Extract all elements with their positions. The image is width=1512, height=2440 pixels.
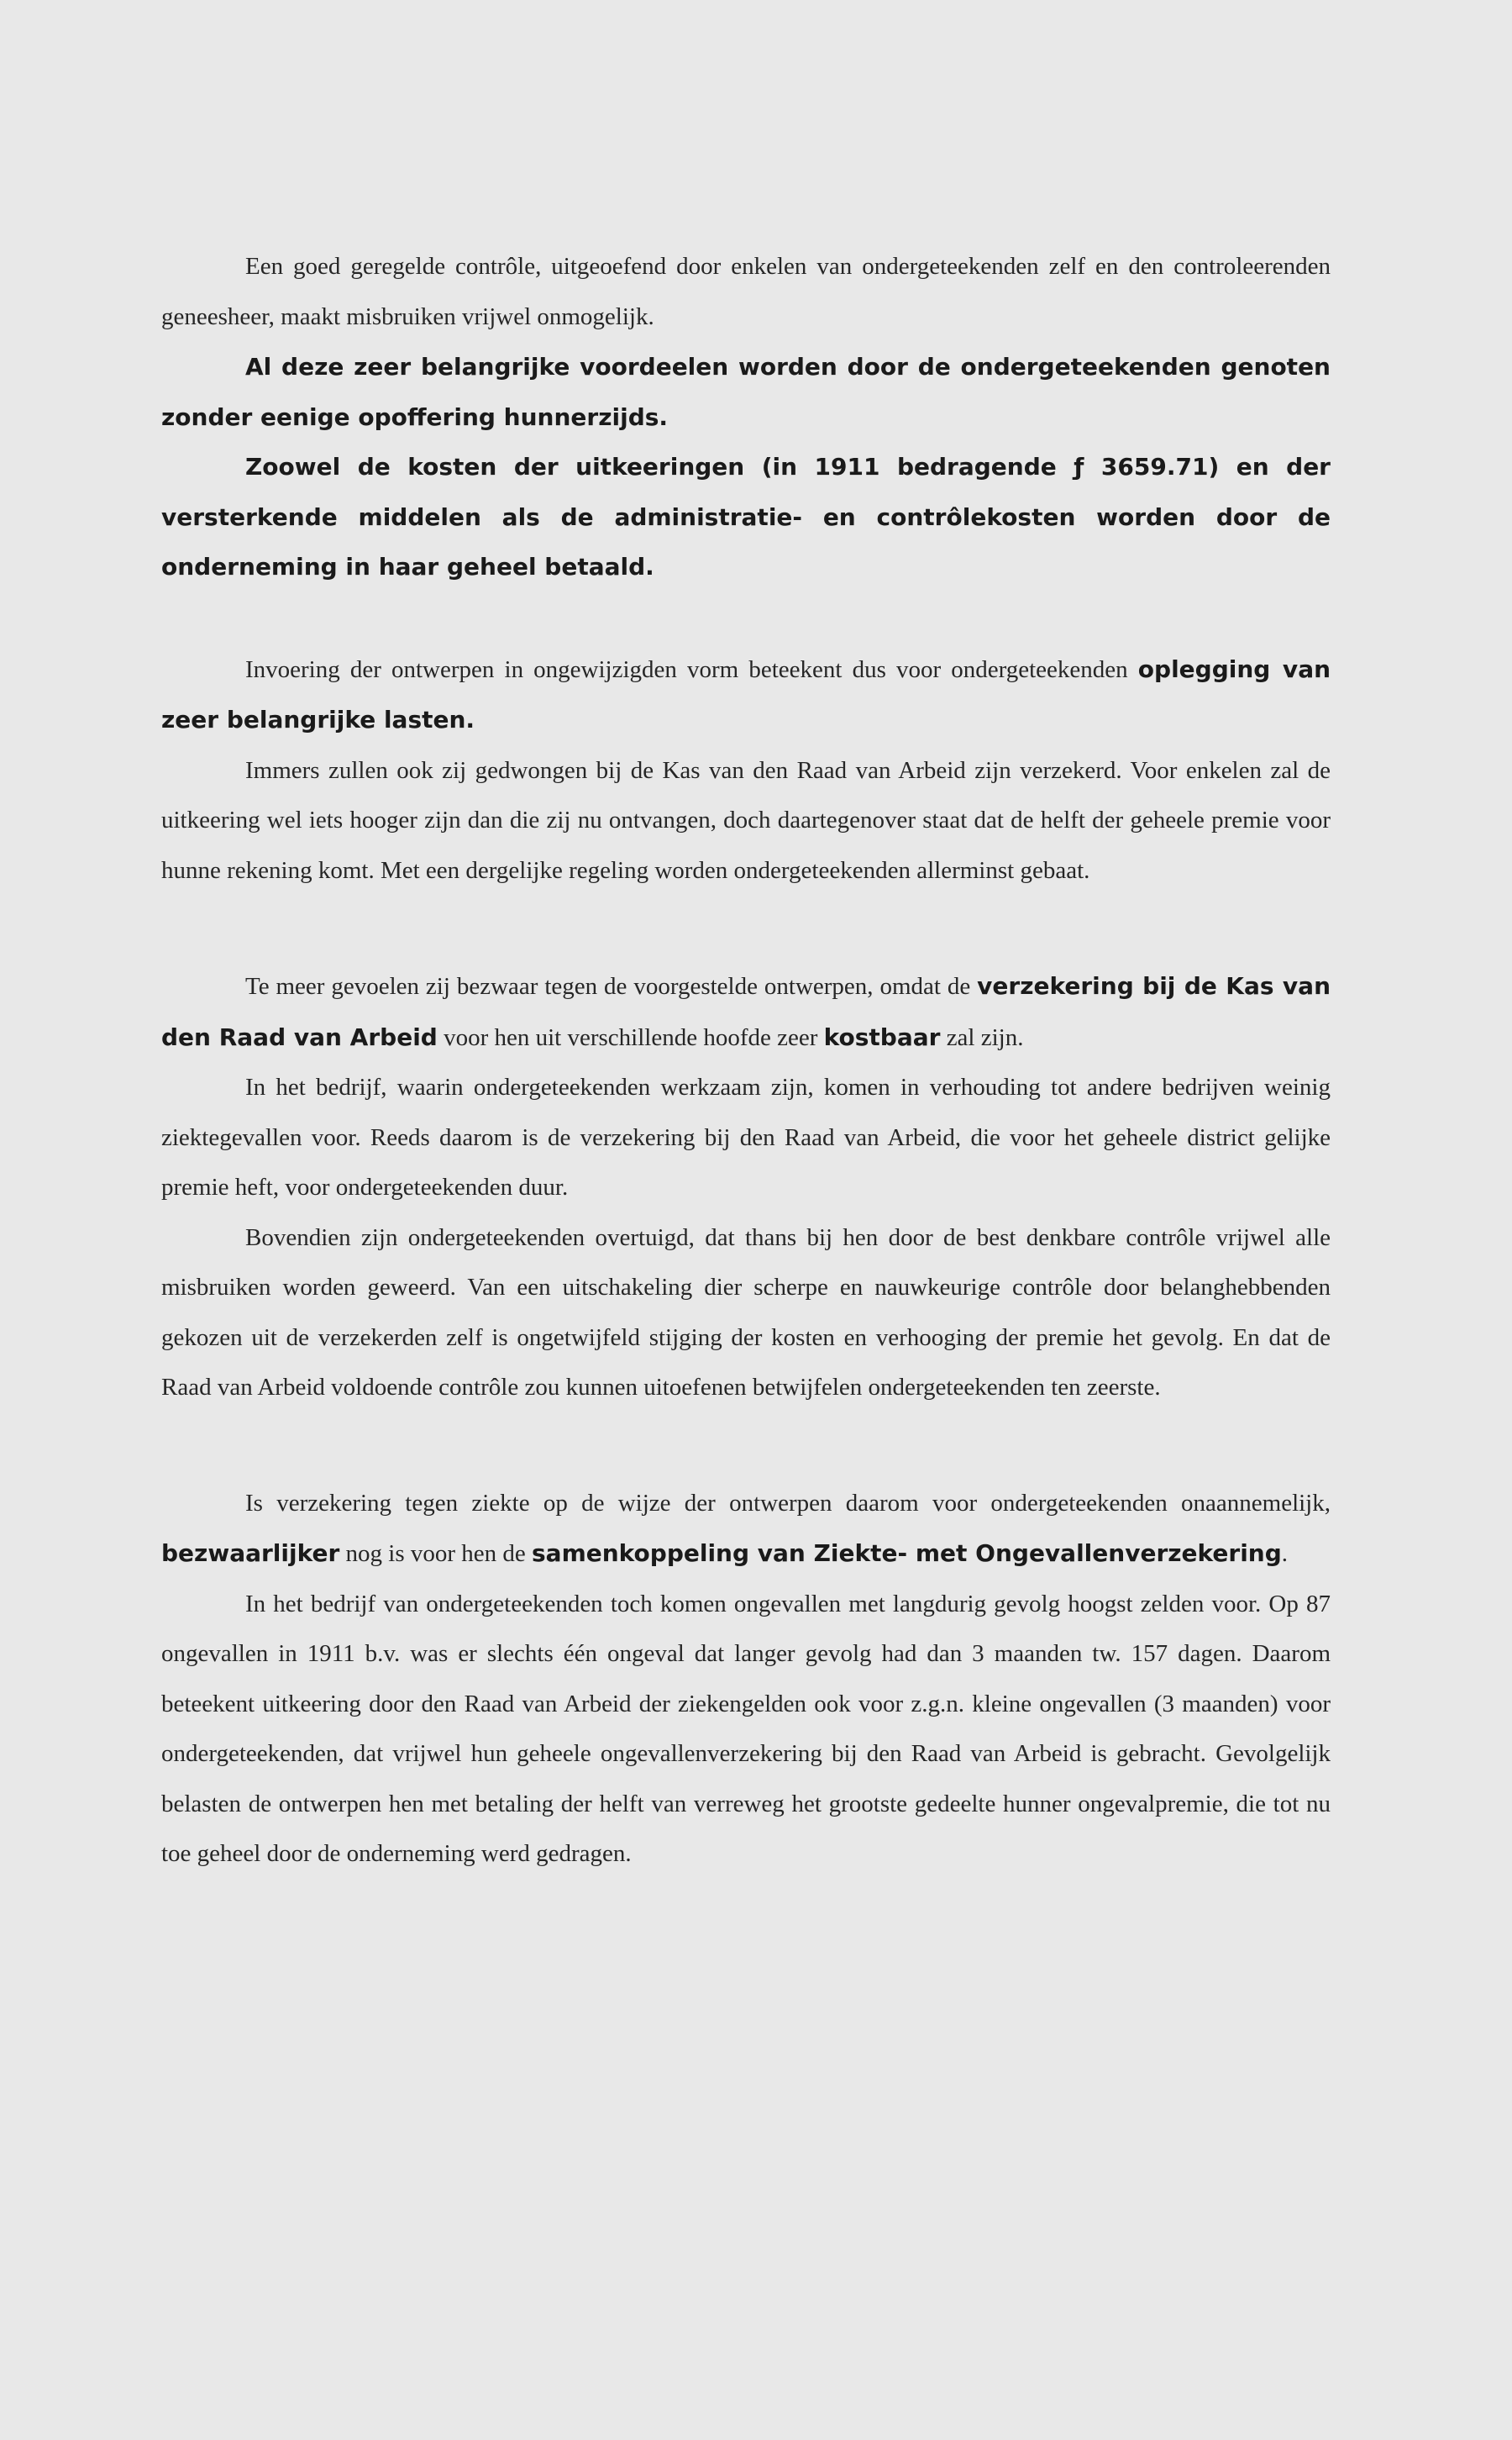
paragraph-text: Bovendien zijn ondergeteekenden overtuigd, dat thans bij hen door de best denkbare contrôle vrijwel alle misbruiken worden geweerd. Van een uitschakeling dier scherpe en nauwkeurige contrôle door belanghebbenden gekozen uit de verzekerden zelf is ongetwijfeld stijging der kosten en verhooging der premie het gevolg. En dat de Raad van Arbeid voldoende contrôle zou kunnen uitoefenen betwijfelen ondergeteekenden ten zeerste. xyxy=(161,1223,1331,1401)
emphasis-text: verzekering bij de Kas van den Raad van Arbeid xyxy=(161,972,1331,1051)
document-body xyxy=(161,242,1331,1880)
paragraph-objection xyxy=(161,961,1331,1063)
paragraph-insurance xyxy=(161,746,1331,897)
paragraph-text: In het bedrijf, waarin ondergeteekenden werkzaam zijn, komen in verhouding tot andere bedrijven weinig ziektegevallen voor. Reeds daarom is de verzekering bij den Raad van Arbeid, die voor het geheele district gelijke premie heft, voor ondergeteekenden duur. xyxy=(161,1074,1331,1201)
paragraph-text: In het bedrijf van ondergeteekenden toch komen ongevallen met langdurig gevolg hoogst zelden voor. Op 87 ongevallen in 1911 b.v. was er slechts één ongeval dat langer gevolg had dan 3 maanden tw. 157 dagen. Daarom beteekent uitkeering door den Raad van Arbeid der ziekengelden ook voor z.g.n. kleine ongevallen (3 maanden) voor ondergeteekenden, dat vrijwel hun geheele ongevallenverzekering bij den Raad van Arbeid is gebracht. Gevolgelijk belasten de ontwerpen hen met betaling der helft van verreweg het grootste gedeelte hunner ongevalpremie, die tot nu toe geheel door de onderneming werd gedragen. xyxy=(161,1590,1331,1867)
paragraph-text: zal zijn. xyxy=(946,1023,1024,1051)
paragraph-text: Zoowel de kosten der uitkeeringen (in 1911 bedragende ƒ 3659.71) en der versterkende middelen als de administratie- en contrôlekosten worden door de onderneming in haar geheel betaald. xyxy=(161,453,1331,581)
emphasis-text: oplegging van zeer belangrijke lasten. xyxy=(161,655,1331,734)
paragraph-text: Een goed geregelde contrôle, uitgeoefend door enkelen van ondergeteekenden zelf en den controleerenden geneesheer, maakt misbruiken vrijwel onmogelijk. xyxy=(161,253,1331,330)
paragraph-control xyxy=(161,242,1331,342)
paragraph-text: . xyxy=(1281,1540,1289,1567)
emphasis-text: kostbaar xyxy=(823,1023,941,1051)
paragraph-introduction xyxy=(161,644,1331,746)
paragraph-text: Al deze zeer belangrijke voordeelen worden door de ondergeteekenden genoten zonder eenige opoffering hunnerzijds. xyxy=(161,353,1331,431)
paragraph-text: Invoering der ontwerpen in ongewijzigden vorm beteekent dus voor ondergeteekenden xyxy=(245,655,1128,683)
paragraph-combination xyxy=(161,1479,1331,1580)
paragraph-industry xyxy=(161,1063,1331,1213)
emphasis-text: samenkoppeling van Ziekte- met Ongevallenverzekering xyxy=(532,1539,1282,1567)
paragraph-accidents xyxy=(161,1580,1331,1880)
paragraph-text: Is verzekering tegen ziekte op de wijze der ontwerpen daarom voor ondergeteekenden onaannemelijk, xyxy=(245,1489,1331,1517)
emphasis-text: bezwaarlijker xyxy=(161,1539,340,1567)
paragraph-costs xyxy=(161,442,1331,592)
paragraph-advantages xyxy=(161,342,1331,442)
paragraph-text: Immers zullen ook zij gedwongen bij de Kas van den Raad van Arbeid zijn verzekerd. Voor enkelen zal de uitkeering wel iets hooger zijn dan die zij nu ontvangen, doch daartegenover staat dat de helft der geheele premie voor hunne rekening komt. Met een dergelijke regeling worden ondergeteekenden allerminst gebaat. xyxy=(161,756,1331,884)
paragraph-text: Te meer gevoelen zij bezwaar tegen de voorgestelde ontwerpen, omdat de xyxy=(245,973,971,1000)
paragraph-text: voor hen uit verschillende hoofde zeer xyxy=(444,1023,818,1051)
paragraph-abuse xyxy=(161,1213,1331,1413)
paragraph-text: nog is voor hen de xyxy=(345,1540,526,1567)
